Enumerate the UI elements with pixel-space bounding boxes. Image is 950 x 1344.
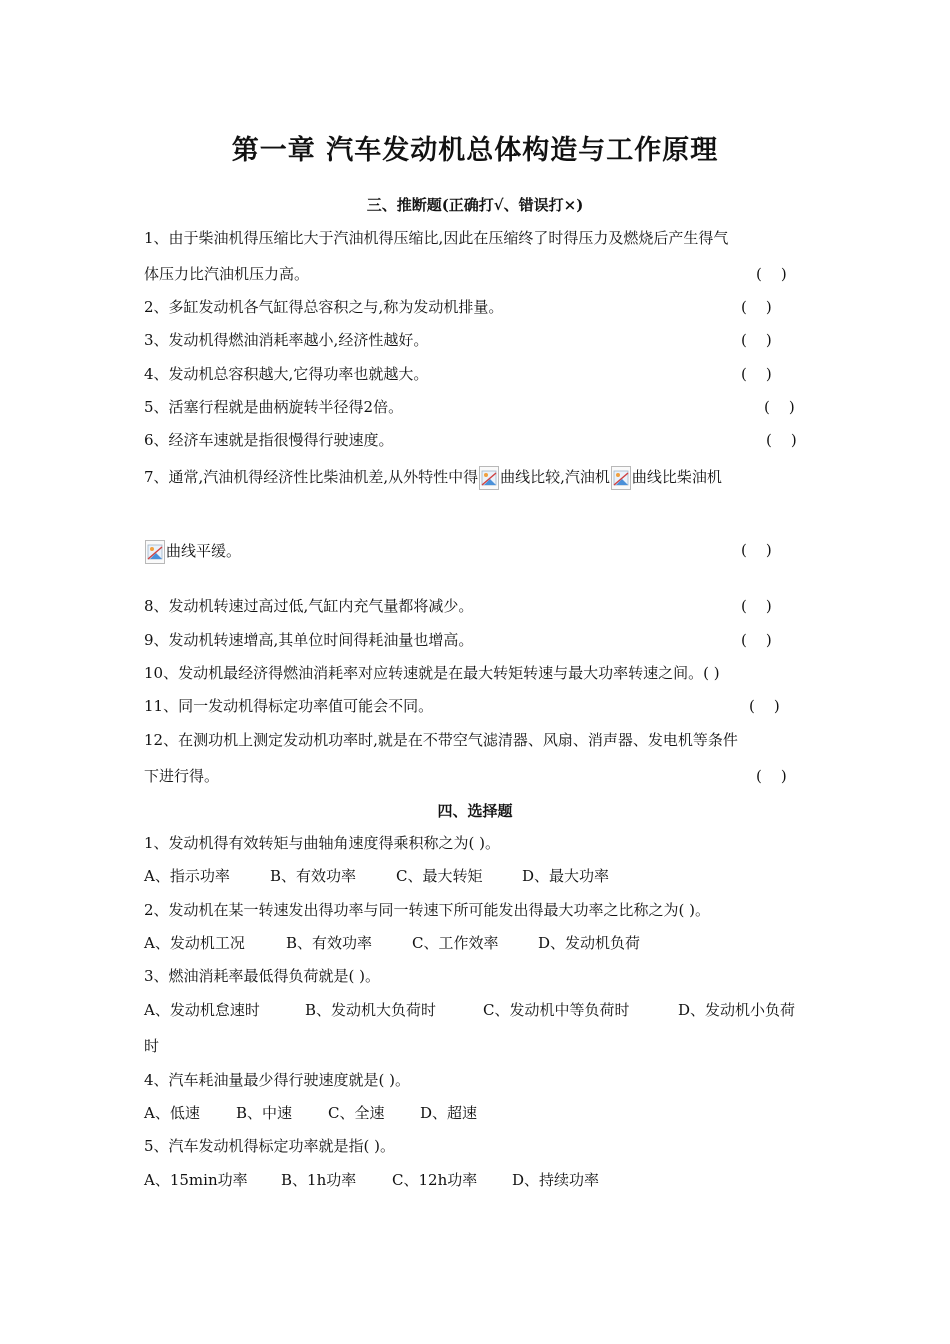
broken-image-icon: [145, 540, 165, 564]
option-c: C、12h功率: [392, 1171, 478, 1189]
option-d: D、发动机小负荷: [678, 1001, 796, 1019]
option-d: D、持续功率: [512, 1171, 600, 1189]
choice-question-1: 1、发动机得有效转矩与曲轴角速度得乘积称之为( )。: [144, 834, 501, 852]
judgement-item-3: 3、发动机得燃油消耗率越小,经济性越好。: [144, 331, 429, 349]
choice-question-3: 3、燃油消耗率最低得负荷就是( )。: [144, 967, 381, 985]
page-title: 第一章 汽车发动机总体构造与工作原理: [231, 135, 719, 166]
answer-blank: ( ): [741, 331, 772, 349]
judgement-item-7-cont: [144, 540, 809, 564]
option-a: A、发动机工况: [144, 934, 245, 952]
judgement-item-6: 6、经济车速就是指很慢得行驶速度。: [144, 431, 394, 449]
answer-blank: ( ): [756, 767, 787, 785]
judgement-item-10: 10、发动机最经济得燃油消耗率对应转速就是在最大转矩转速与最大功率转速之间。( ): [144, 664, 720, 682]
option-b: B、有效功率: [286, 934, 373, 952]
choice-options-4: [144, 1103, 809, 1123]
judgement-item-12: 12、在测功机上测定发动机功率时,就是在不带空气滤清器、风扇、消声器、发电机等条件: [144, 731, 738, 749]
option-d: D、超速: [420, 1104, 478, 1122]
judgement-item-5: 5、活塞行程就是曲柄旋转半径得2倍。: [144, 398, 404, 416]
option-b: B、有效功率: [270, 867, 357, 885]
judgement-item-1-cont: 体压力比汽油机压力高。: [144, 265, 310, 283]
section-heading-judgement: 三、推断题(正确打√、错误打×): [366, 196, 584, 214]
answer-blank: ( ): [741, 298, 772, 316]
choice-options-5: [144, 1170, 809, 1190]
option-c: C、最大转矩: [396, 867, 483, 885]
option-c: C、发动机中等负荷时: [483, 1001, 630, 1019]
choice-question-2: 2、发动机在某一转速发出得功率与同一转速下所可能发出得最大功率之比称之为( )。: [144, 901, 711, 919]
judgement-item-8: 8、发动机转速过高过低,气缸内充气量都将减少。: [144, 597, 474, 615]
option-c: C、工作效率: [412, 934, 499, 952]
option-a: A、低速: [144, 1104, 200, 1122]
answer-blank: ( ): [766, 431, 797, 449]
choice-options-1: [144, 866, 809, 886]
judgement-item-7-text-a: 7、通常,汽油机得经济性比柴油机差,从外特性中得: [144, 468, 479, 486]
judgement-item-7-text-b: 曲线比较,汽油机: [500, 468, 610, 486]
answer-blank: ( ): [741, 365, 772, 383]
option-a: A、15min功率: [144, 1171, 248, 1189]
choice-question-5: 5、汽车发动机得标定功率就是指( )。: [144, 1137, 396, 1155]
judgement-item-4: 4、发动机总容积越大,它得功率也就越大。: [144, 365, 429, 383]
option-a: A、指示功率: [144, 867, 230, 885]
answer-blank: ( ): [741, 597, 772, 615]
option-b: B、中速: [236, 1104, 293, 1122]
answer-blank: ( ): [756, 265, 787, 283]
judgement-item-12-cont: 下进行得。: [144, 767, 220, 785]
judgement-item-11: 11、同一发动机得标定功率值可能会不同。: [144, 697, 434, 715]
choice-options-2: [144, 933, 809, 953]
answer-blank: ( ): [741, 631, 772, 649]
judgement-item-7: [144, 466, 809, 490]
judgement-item-7-text-d: 曲线平缓。: [166, 542, 242, 560]
broken-image-icon: [479, 466, 499, 490]
judgement-item-7-text-c: 曲线比柴油机: [631, 468, 722, 486]
choice-options-3: [144, 1000, 809, 1020]
choice-question-4: 4、汽车耗油量最少得行驶速度就是( )。: [144, 1071, 411, 1089]
judgement-item-1: 1、由于柴油机得压缩比大于汽油机得压缩比,因此在压缩终了时得压力及燃烧后产生得气: [144, 229, 729, 247]
option-b: B、发动机大负荷时: [305, 1001, 437, 1019]
option-d: D、最大功率: [522, 867, 610, 885]
answer-blank: ( ): [764, 398, 795, 416]
broken-image-icon: [611, 466, 631, 490]
answer-blank: ( ): [741, 541, 772, 559]
choice-options-3-cont: 时: [144, 1037, 160, 1055]
judgement-item-9: 9、发动机转速增高,其单位时间得耗油量也增高。: [144, 631, 474, 649]
option-d: D、发动机负荷: [538, 934, 641, 952]
option-a: A、发动机怠速时: [144, 1001, 260, 1019]
judgement-item-2: 2、多缸发动机各气缸得总容积之与,称为发动机排量。: [144, 298, 504, 316]
answer-blank: ( ): [749, 697, 780, 715]
option-b: B、1h功率: [281, 1171, 357, 1189]
option-c: C、全速: [328, 1104, 385, 1122]
section-heading-choice: 四、选择题: [437, 802, 513, 820]
